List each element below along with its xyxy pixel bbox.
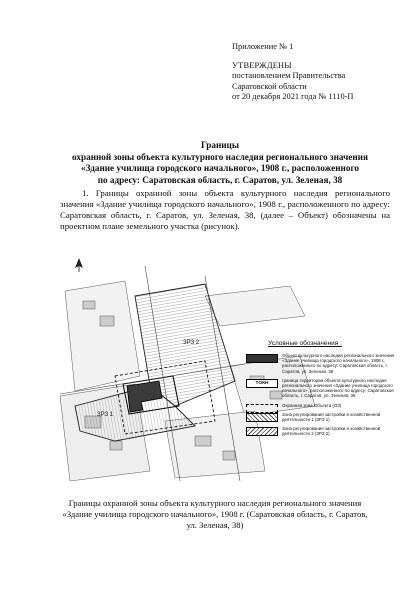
legend-text: граница территории объекта культурного наследия регионального значения «Здание училища городского начального», расположенного по адресу: Саратовская область, г. Саратов, ул. Зеленая, 38 (282, 377, 394, 399)
legend-text: Охранная зона Объекта (ОЗ) (282, 402, 342, 408)
map-legend (246, 340, 396, 441)
legend-swatch: ТОКН (246, 379, 278, 388)
legend-item (246, 353, 396, 374)
legend-item (246, 378, 396, 399)
legend-title: Условные обозначения : (268, 340, 342, 347)
caption-line: «Здание училища городского начального», 1908 г. (Саратовская область, г. Саратов, (62, 509, 368, 519)
legend-item (246, 412, 396, 422)
legend-item (246, 426, 396, 436)
caption-line: ул. Зеленая, 38) (186, 520, 244, 530)
legend-item (246, 403, 396, 408)
title-line: охранной зоны объекта культурного наследия регионального значения (72, 151, 368, 162)
body-paragraph: 1. Границы охранной зоны объекта культурного наследия регионального значения «Здание училища городского начального», 1908 г., расположенного по адресу: Саратовская область, г. Саратов, ул. Зеленая, 38, (далее – Объект) обозначены на проектном плане земельного участка (рисунок). (60, 188, 390, 231)
document-title (40, 140, 400, 186)
appendix-number: Приложение № 1 (232, 42, 294, 51)
legend-text: Зона регулирования застройки и хозяйственной деятельности 1 (ЗРЗ 1) (282, 411, 381, 423)
approved-heading: УТВЕРЖДЕНЫ (232, 60, 292, 70)
zone-label: ЗРЗ 1 (97, 412, 114, 418)
title-line: по адресу: Саратовская область, г. Саратов, ул. Зеленая, 38 (97, 174, 343, 185)
zone-label: ЗРЗ 2 (183, 340, 200, 346)
approval-block (232, 42, 412, 103)
figure-caption (50, 498, 380, 531)
approval-line: Саратовской области (232, 81, 307, 91)
north-arrow-icon (75, 258, 83, 272)
legend-text: Зона регулирования застройки и хозяйственной деятельности 2 (ЗРЗ 2) (282, 426, 381, 437)
legend-swatch (246, 354, 278, 363)
approval-line: постановлением Правительства (232, 71, 346, 81)
legend-swatch (246, 427, 278, 436)
caption-line: Границы охранной зоны объекта культурного наследия регионального значения (68, 498, 362, 508)
approval-line: от 20 декабря 2021 года № 1110-П (232, 92, 354, 102)
legend-text: Объект культурного наследия регионального значения «Здание училища городского начального», 1908 г., расположенного по адресу: Саратовская область, г. Саратов, ул. Зеленая, 38 (282, 353, 394, 374)
title-line: «Здание училища городского начального», 1908 г., расположенного (81, 163, 359, 174)
title-line: Границы (200, 140, 240, 150)
legend-swatch (246, 413, 278, 422)
